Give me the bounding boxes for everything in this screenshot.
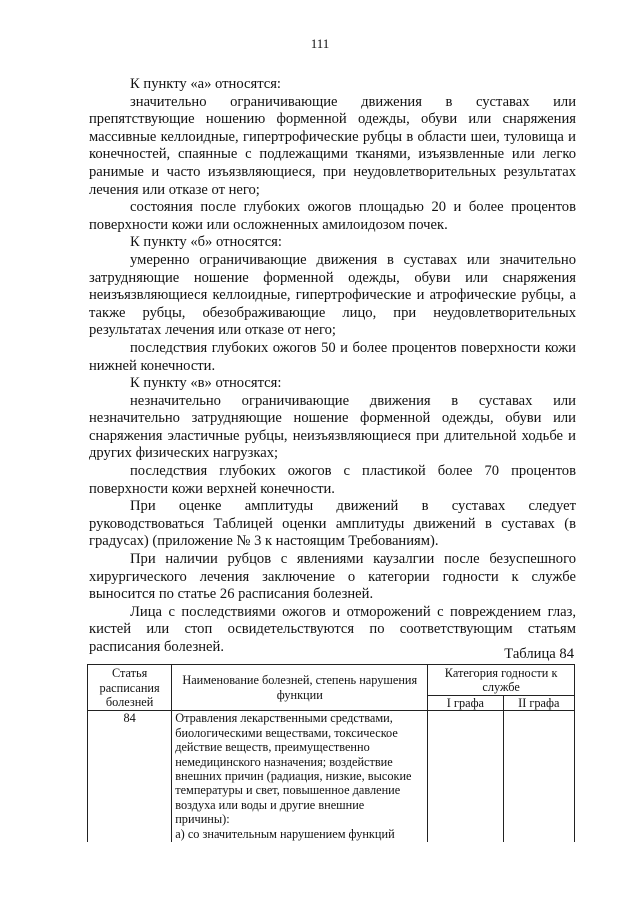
disease-name-line: Отравления лекарственными средствами, — [175, 711, 393, 726]
paragraph-eyes-hands-feet-note: Лица с последствиями ожогов и отморожений с повреждением глаз, кистей или стоп освидетельствуются по соответствующим статьям расписания болезней. — [89, 603, 576, 655]
paragraph-amplitude-note: При оценке амплитуды движений в суставах следует руководствоваться Таблицей оценки амплитуды движений в суставах (в градусах) (приложение № 3 к настоящим Требованиям). — [89, 498, 576, 550]
paragraph-item-b-burns: последствия глубоких ожогов 50 и более процентов поверхности кожи нижней конечности. — [89, 339, 576, 374]
paragraph-item-v-scars: незначительно ограничивающие движения в суставах или незначительно затрудняющие ношение форменной одежды, обуви или снаряжения эластичные рубцы, неизъязвляющиеся при длительной ходьбе и других физических нагрузках; — [89, 392, 576, 462]
paragraph-item-v-intro: К пункту «в» относятся: — [130, 375, 282, 392]
table-caption: Таблица 84 — [504, 646, 574, 662]
header-disease-name: Наименование болезней, степень нарушения функции — [172, 665, 428, 711]
paragraph-item-a-scars: значительно ограничивающие движения в суставах или препятствующие ношению форменной одежды, обуви или снаряжения массивные келлоидные, гипертрофические рубцы в области шеи, туловища и конечностей, спаянные с подлежащими тканями, изъязвленные или легко ранимые и часто изъязвляющиеся, при неудовлетворительных результатах лечения или отказе от него; — [89, 93, 576, 198]
paragraph-item-b-intro: К пункту «б» относятся: — [130, 234, 282, 251]
disease-name-line: немедицинского назначения; воздействие — [175, 754, 393, 769]
table-header-row — [88, 665, 575, 696]
disease-name-line: причины): — [175, 812, 230, 827]
body-text — [89, 76, 576, 657]
paragraph-causalgia-note: При наличии рубцов с явлениями каузалгии после безуспешного хирургического лечения заключение о категории годности к службе выносится по статье 26 расписания болезней. — [89, 551, 576, 603]
header-column-2: II графа — [503, 696, 574, 711]
page-number: 111 — [310, 36, 330, 51]
disease-name-line: воздуха или воды и другие внешние — [175, 797, 365, 812]
disease-name-line: внешних причин (радиация, низкие, высокие — [175, 769, 412, 784]
page-bottom-margin — [0, 842, 640, 902]
header-article: Статья расписания болезней — [88, 665, 172, 711]
paragraph-item-b-scars: умеренно ограничивающие движения в суставах или значительно затрудняющие ношение форменной одежды, обуви или снаряжения неизъязвляющиеся келлоидные, гипертрофические и атрофические рубцы, а также рубцы, обезображивающие лицо, при неудовлетворительных результатах лечения или отказе от него; — [89, 251, 576, 339]
disease-name-line: температуры и свет, повышенное давление — [175, 783, 401, 798]
paragraph-item-a-burns: состояния после глубоких ожогов площадью 20 и более процентов поверхности кожи или осложненных амилоидозом почек. — [89, 199, 576, 233]
disease-name-line: действие веществ, преимущественно — [175, 740, 370, 755]
header-fitness-category: Категория годности к службе — [428, 665, 575, 696]
disease-name-line: а) со значительным нарушением функций — [175, 826, 395, 841]
disease-name-line: биологическими веществами, токсическое — [175, 725, 398, 740]
header-column-1: I графа — [428, 696, 503, 711]
paragraph-item-v-burns: последствия глубоких ожогов с пластикой более 70 процентов поверхности кожи верхней конечности. — [89, 463, 576, 497]
paragraph-item-a-intro: К пункту «а» относятся: — [130, 76, 281, 92]
article-number-cell: 84 — [88, 711, 172, 882]
